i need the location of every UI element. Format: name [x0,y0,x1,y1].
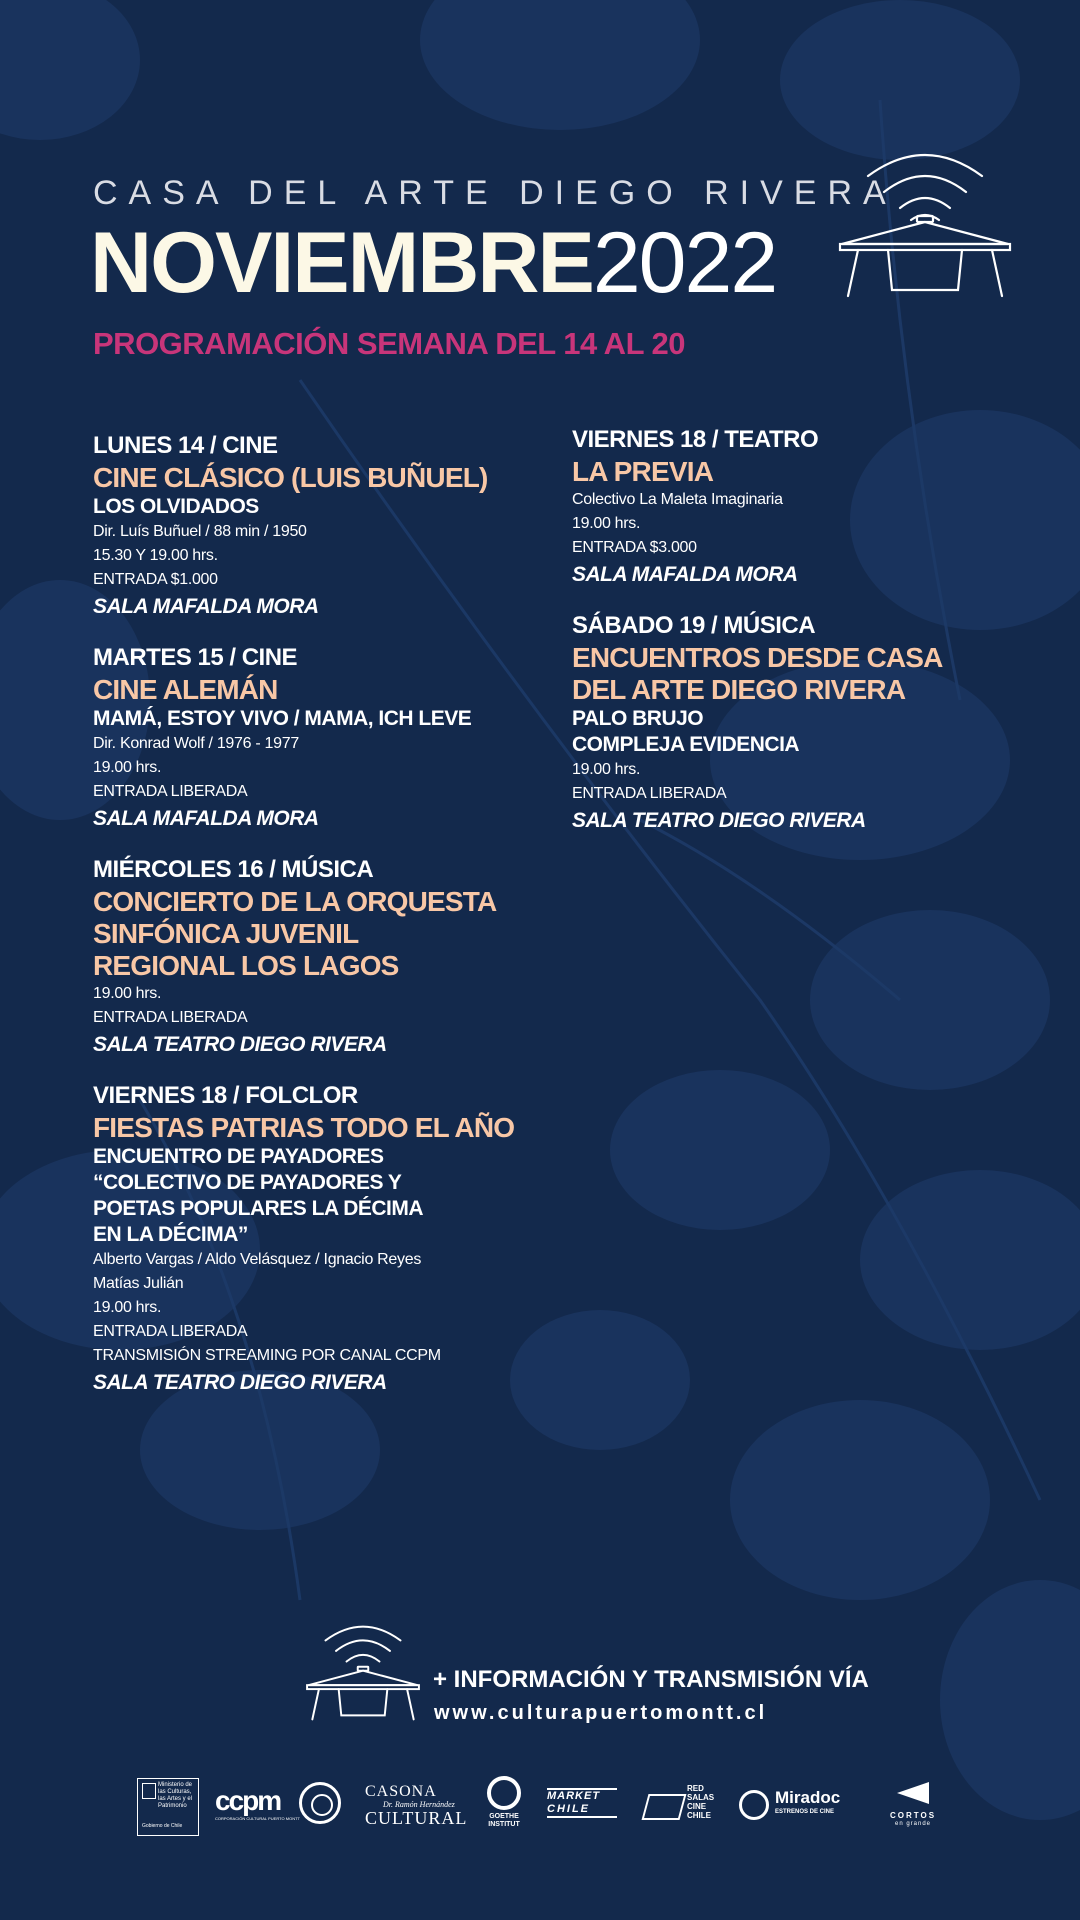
screen-icon [642,1794,687,1820]
coat-of-arms-icon [142,1783,156,1799]
miradoc-logo [739,1788,849,1828]
event-day-category: MARTES 15 / CINE [93,644,298,671]
red-salas-line-4: CHILE [687,1811,711,1820]
event-title: SINFÓNICA JUVENIL [93,918,359,949]
event-title: ENCUENTROS DESDE CASA [572,642,943,673]
ccpm-wordmark: ccpm [215,1785,281,1816]
event-subtitle: MAMÁ, ESTOY VIVO / MAMA, ICH LEVE [93,707,472,730]
page-title [90,215,777,311]
event-venue: SALA MAFALDA MORA [572,563,798,586]
house-signal-logo-icon [836,148,1014,300]
event-venue: SALA TEATRO DIEGO RIVERA [93,1033,387,1056]
event-block [93,430,563,622]
event-day-category: LUNES 14 / CINE [93,432,278,459]
sponsor-logos [135,1776,945,1836]
goethe-line-2: INSTITUT [488,1821,520,1828]
red-salas-line-2: SALAS [687,1793,715,1802]
event-venue: SALA TEATRO DIEGO RIVERA [572,809,866,832]
event-venue: SALA MAFALDA MORA [93,595,319,618]
website-url[interactable]: www.culturapuertomontt.cl [434,1702,768,1724]
event-day-category: VIERNES 18 / FOLCLOR [93,1082,358,1109]
event-info: Alberto Vargas / Aldo Velásquez / Ignacio Reyes [93,1251,422,1268]
event-block [572,610,1042,836]
miradoc-circle-icon [739,1790,769,1820]
event-title: CINE CLÁSICO (LUIS BUÑUEL) [93,462,488,493]
ministerio-line-4: Patrimonio [158,1803,187,1809]
event-title: REGIONAL LOS LAGOS [93,950,399,981]
event-info: Colectivo La Maleta Imaginaria [572,491,783,508]
event-title: FIESTAS PATRIAS TODO EL AÑO [93,1112,515,1143]
event-subtitle: “COLECTIVO DE PAYADORES Y [93,1171,402,1194]
event-subtitle: COMPLEJA EVIDENCIA [572,733,800,756]
event-info: 19.00 hrs. [93,759,162,776]
event-day-category: SÁBADO 19 / MÚSICA [572,612,816,639]
event-info: ENTRADA $1.000 [93,571,218,588]
casona-top: CASONA [365,1783,437,1800]
event-day-category: MIÉRCOLES 16 / MÚSICA [93,856,374,883]
house-name: CASA DEL ARTE DIEGO RIVERA [93,174,897,212]
cortos-flag-icon [893,1780,933,1806]
event-info: 19.00 hrs. [572,761,641,778]
red-salas-logo [645,1782,725,1832]
event-info: ENTRADA LIBERADA [93,1009,248,1026]
event-subtitle: PALO BRUJO [572,707,704,730]
ministerio-line-3: las Artes y el [158,1796,193,1802]
event-info: Matías Julián [93,1275,184,1292]
event-title: DEL ARTE DIEGO RIVERA [572,674,906,705]
market-line-1: MARKET [547,1788,617,1803]
info-line: + INFORMACIÓN Y TRANSMISIÓN VÍA [433,1666,869,1693]
red-salas-line-3: CINE [687,1802,707,1811]
event-subtitle: POETAS POPULARES LA DÉCIMA [93,1197,424,1220]
event-block [93,1080,563,1398]
house-signal-footer-logo-icon [304,1622,422,1722]
market-chile-logo [547,1788,617,1828]
right-column [572,424,1042,856]
event-info: ENTRADA LIBERADA [93,1323,248,1340]
event-info: 19.00 hrs. [93,985,162,1002]
red-salas-line-1: RED [687,1784,704,1793]
casona-script: Dr. Ramón Hernández [383,1800,455,1809]
ccpm-logo [215,1785,300,1832]
casona-bottom: CULTURAL [365,1808,468,1828]
event-info: 19.00 hrs. [572,515,641,532]
miradoc-wordmark: Miradoc [775,1788,841,1807]
event-title: LA PREVIA [572,456,714,487]
ministerio-line-2: las Culturas, [158,1789,192,1795]
event-info: TRANSMISIÓN STREAMING POR CANAL CCPM [93,1347,441,1364]
left-column [93,430,563,1418]
event-subtitle: ENCUENTRO DE PAYADORES [93,1145,384,1168]
event-day-category: VIERNES 18 / TEATRO [572,426,819,453]
miradoc-subtitle: ESTRENOS DE CINE [775,1809,835,1815]
casona-cultural-logo [365,1783,468,1830]
event-info: Dir. Luís Buñuel / 88 min / 1950 [93,523,307,540]
event-info: Dir. Konrad Wolf / 1976 - 1977 [93,735,299,752]
event-info: ENTRADA LIBERADA [93,783,248,800]
event-info: 15.30 Y 19.00 hrs. [93,547,218,564]
cortos-line-2: en grande [894,1821,932,1827]
goethe-logo [480,1776,528,1834]
event-info: 19.00 hrs. [93,1299,162,1316]
ccpm-subtitle: CORPORACIÓN CULTURAL PUERTO MONTT [215,1816,300,1821]
event-title: CONCIERTO DE LA ORQUESTA [93,886,497,917]
event-subtitle: LOS OLVIDADOS [93,495,259,518]
cortos-logo [883,1780,943,1832]
ministerio-logo [137,1778,199,1836]
event-info: ENTRADA $3.000 [572,539,697,556]
title-month: NOVIEMBRE [90,215,593,311]
goethe-line-1: GOETHE [489,1813,519,1820]
gobierno-label: Gobierno de Chile [142,1823,183,1829]
municipal-seal-icon [299,1782,341,1824]
event-venue: SALA TEATRO DIEGO RIVERA [93,1371,387,1394]
event-subtitle: EN LA DÉCIMA” [93,1223,248,1246]
ministerio-line-1: Ministerio de [158,1782,193,1788]
event-block [93,854,563,1060]
title-year: 2022 [592,215,777,311]
event-venue: SALA MAFALDA MORA [93,807,319,830]
event-block [93,642,563,834]
event-title: CINE ALEMÁN [93,674,278,705]
event-block [572,424,1042,590]
page-subtitle: PROGRAMACIÓN SEMANA DEL 14 AL 20 [93,326,686,361]
cortos-line-1: CORTOS [889,1811,937,1820]
event-info: ENTRADA LIBERADA [572,785,727,802]
market-line-2: CHILE [547,1803,617,1818]
goethe-circle-icon [487,1776,521,1810]
